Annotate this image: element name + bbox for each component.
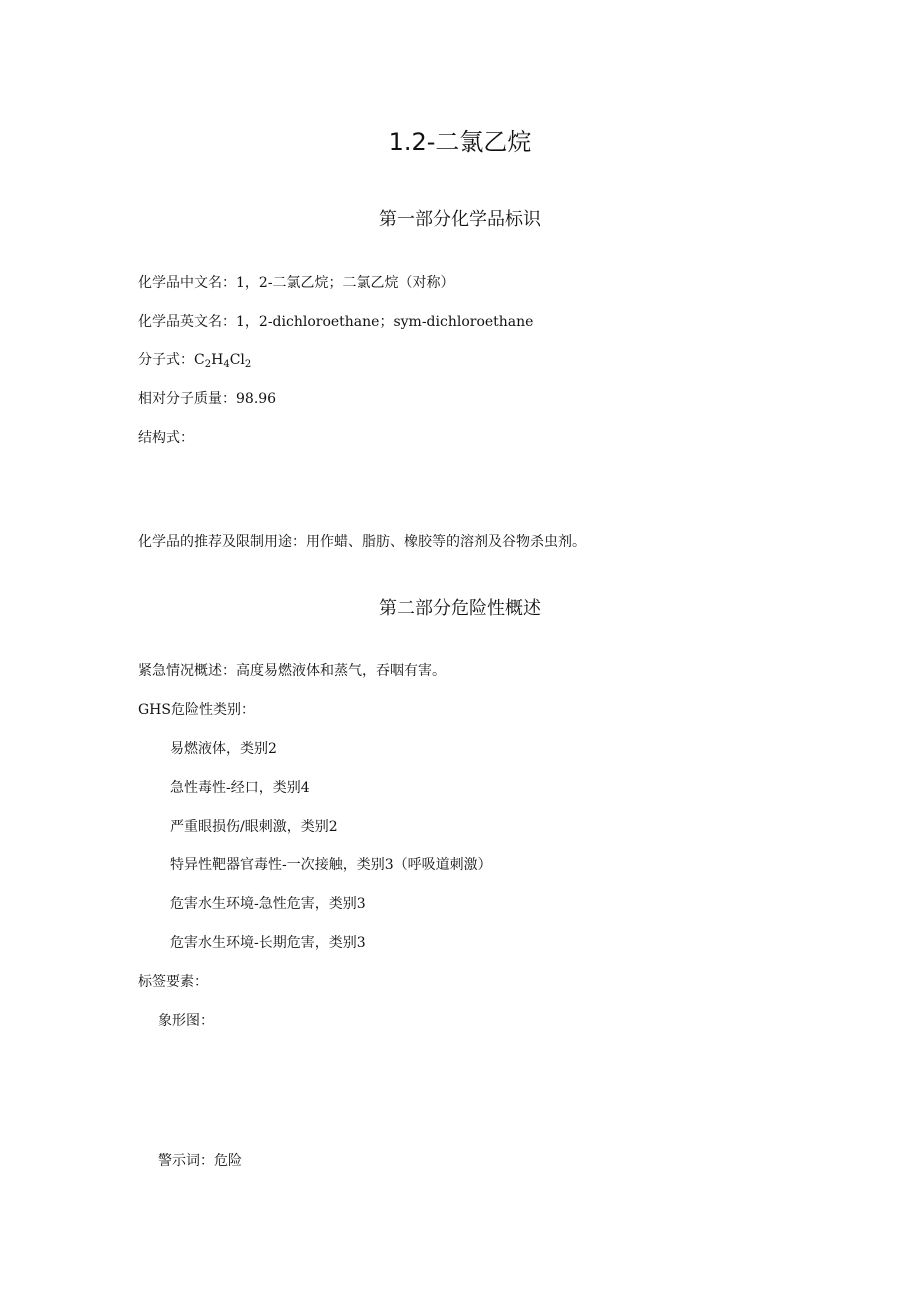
formula-cl-subscript: 2 [244,359,252,370]
signal-word-line: 警示词：危险 [158,1153,242,1169]
pictogram-line: 象形图： [158,1013,214,1029]
ghs-category-item: 危害水生环境-急性危害，类别3 [170,896,366,912]
formula-label: 分子式： [138,352,194,368]
ghs-category-label: GHS危险性类别： [138,702,255,718]
section-heading-part2: 第二部分危险性概述 [379,598,541,619]
emergency-overview-line: 紧急情况概述：高度易燃液体和蒸气，吞咽有害。 [138,663,446,679]
usage-line: 化学品的推荐及限制用途：用作蜡、脂肪、橡胶等的溶剂及谷物杀虫剂。 [138,534,586,550]
formula-cl: Cl [229,352,245,368]
formula-h: H [211,352,224,368]
molecular-mass-line: 相对分子质量：98.96 [138,391,277,407]
molecular-formula-line [138,350,251,370]
chinese-name-line: 化学品中文名：1，2-二氯乙烷；二氯乙烷（对称） [138,275,455,291]
ghs-category-item: 危害水生环境-长期危害，类别3 [170,935,366,951]
formula-c-subscript: 2 [204,359,212,370]
ghs-category-item: 严重眼损伤/眼刺激，类别2 [170,819,338,835]
ghs-category-item: 特异性靶器官毒性-一次接触，类别3（呼吸道刺激） [170,857,492,873]
document-title: 1.2-二氯乙烷 [388,128,532,156]
formula-h-subscript: 4 [223,359,230,370]
ghs-category-item: 急性毒性-经口，类别4 [170,780,310,796]
formula-c: C [194,352,205,368]
structure-formula-line: 结构式： [138,430,194,446]
ghs-category-item: 易燃液体，类别2 [170,741,277,757]
english-name-line: 化学品英文名：1，2-dichloroethane；sym-dichloroethane [138,314,534,330]
section-heading-part1: 第一部分化学品标识 [379,209,541,230]
label-elements-line: 标签要素： [138,974,208,990]
